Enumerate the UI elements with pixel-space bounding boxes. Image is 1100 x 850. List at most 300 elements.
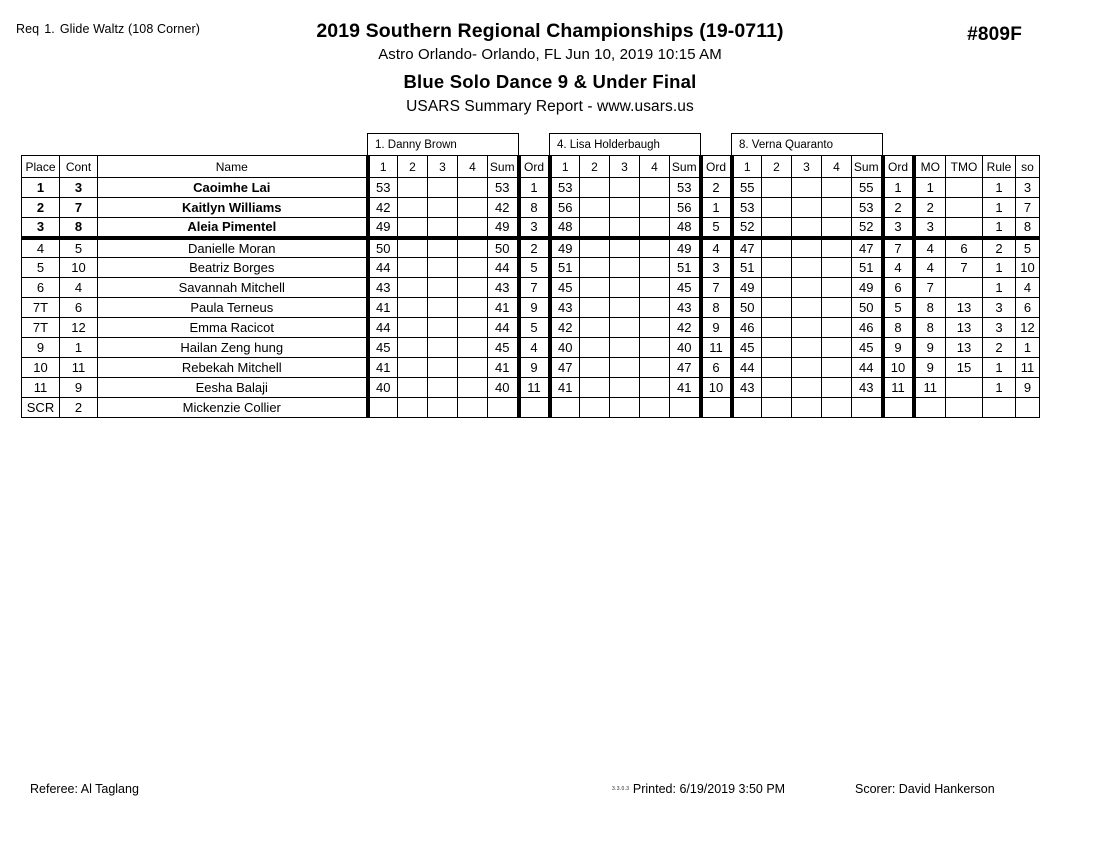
- row-1-j2-ord: 2: [701, 178, 732, 198]
- row-1-j2-score-1: 53: [550, 178, 580, 198]
- report-source: USARS Summary Report - www.usars.us: [406, 98, 694, 116]
- row-1-j1-score-1: 53: [368, 178, 398, 198]
- row-6-j2-sum: 45: [670, 278, 701, 298]
- header-j3-score-1: 1: [732, 156, 762, 178]
- row-11-j1-ord: 11: [519, 378, 550, 398]
- header-j1-score-3: 3: [428, 156, 458, 178]
- row-11-j3-ord: 11: [883, 378, 914, 398]
- header-j1-score-4: 4: [458, 156, 488, 178]
- printed-timestamp: 6/19/2019 3:50 PM: [679, 782, 786, 796]
- printed-block: [612, 782, 785, 796]
- row-2-name: Kaitlyn Williams: [98, 198, 368, 218]
- row-10-j3-score-2: [762, 358, 792, 378]
- scorer-block: [855, 782, 995, 796]
- row-6-j2-ord: 7: [701, 278, 732, 298]
- row-1-place: 1: [22, 178, 60, 198]
- row-2-j3-score-3: [792, 198, 822, 218]
- row-5-j2-score-4: [640, 258, 670, 278]
- row-12-j1-ord: [519, 398, 550, 418]
- row-12-j1-sum: [488, 398, 519, 418]
- row-7-j1-score-1: 41: [368, 298, 398, 318]
- row-9-j1-score-4: [458, 338, 488, 358]
- row-8-j2-sum: 42: [670, 318, 701, 338]
- judge-band-gap-3: [883, 134, 914, 156]
- row-5-j3-score-1: 51: [732, 258, 762, 278]
- row-6-j2-score-4: [640, 278, 670, 298]
- row-3-j1-score-1: 49: [368, 218, 398, 238]
- judge-band-tail: [914, 134, 1040, 156]
- row-9-j3-score-4: [822, 338, 852, 358]
- row-3-j3-sum: 52: [852, 218, 883, 238]
- row-1-rule: 1: [983, 178, 1016, 198]
- page-title: 2019 Southern Regional Championships (19-0711): [316, 20, 784, 42]
- row-11-cont: 9: [60, 378, 98, 398]
- table-row: [22, 278, 1040, 298]
- row-5-place: 5: [22, 258, 60, 278]
- row-10-tmo: 15: [946, 358, 983, 378]
- row-6-j2-score-1: 45: [550, 278, 580, 298]
- requirement-name: Glide Waltz (108 Corner): [59, 22, 201, 36]
- row-7-j2-sum: 43: [670, 298, 701, 318]
- row-2-j1-score-3: [428, 198, 458, 218]
- row-3-j3-ord: 3: [883, 218, 914, 238]
- row-10-j1-sum: 41: [488, 358, 519, 378]
- row-5-j2-score-1: 51: [550, 258, 580, 278]
- row-10-name: Rebekah Mitchell: [98, 358, 368, 378]
- row-5-j2-score-3: [610, 258, 640, 278]
- row-5-j1-ord: 5: [519, 258, 550, 278]
- row-2-j1-score-4: [458, 198, 488, 218]
- row-5-j3-score-4: [822, 258, 852, 278]
- row-2-j3-score-2: [762, 198, 792, 218]
- row-3-j2-sum: 48: [670, 218, 701, 238]
- row-12-j3-score-1: [732, 398, 762, 418]
- row-7-j3-score-3: [792, 298, 822, 318]
- row-3-j2-ord: 5: [701, 218, 732, 238]
- row-2-rule: 1: [983, 198, 1016, 218]
- row-9-j2-ord: 11: [701, 338, 732, 358]
- row-5-j3-sum: 51: [852, 258, 883, 278]
- row-2-j3-score-4: [822, 198, 852, 218]
- scorer-label: Scorer:: [855, 782, 896, 796]
- row-4-j2-ord: 4: [701, 238, 732, 258]
- header-name: Name: [98, 156, 368, 178]
- row-8-j3-score-2: [762, 318, 792, 338]
- judge-band-row: [22, 134, 1040, 156]
- row-5-cont: 10: [60, 258, 98, 278]
- row-4-j1-sum: 50: [488, 238, 519, 258]
- row-11-j3-score-2: [762, 378, 792, 398]
- judge-band-gap-1: [519, 134, 550, 156]
- header-j3-score-4: 4: [822, 156, 852, 178]
- row-8-tmo: 13: [946, 318, 983, 338]
- row-8-j2-score-1: 42: [550, 318, 580, 338]
- row-6-j3-score-2: [762, 278, 792, 298]
- header-j1-score-2: 2: [398, 156, 428, 178]
- row-10-j1-ord: 9: [519, 358, 550, 378]
- row-2-j2-score-1: 56: [550, 198, 580, 218]
- row-10-cont: 11: [60, 358, 98, 378]
- row-9-j2-score-1: 40: [550, 338, 580, 358]
- table-row: [22, 318, 1040, 338]
- row-5-j3-score-2: [762, 258, 792, 278]
- row-6-j1-score-1: 43: [368, 278, 398, 298]
- row-7-place: 7T: [22, 298, 60, 318]
- row-5-j3-ord: 4: [883, 258, 914, 278]
- row-1-name: Caoimhe Lai: [98, 178, 368, 198]
- row-8-j1-ord: 5: [519, 318, 550, 338]
- row-6-j3-score-3: [792, 278, 822, 298]
- row-1-tmo: [946, 178, 983, 198]
- row-9-j3-score-3: [792, 338, 822, 358]
- row-9-so: 1: [1016, 338, 1040, 358]
- row-6-cont: 4: [60, 278, 98, 298]
- row-10-j1-score-1: 41: [368, 358, 398, 378]
- row-4-j1-score-2: [398, 238, 428, 258]
- row-7-j3-score-1: 50: [732, 298, 762, 318]
- row-6-j3-sum: 49: [852, 278, 883, 298]
- row-11-place: 11: [22, 378, 60, 398]
- row-9-j1-sum: 45: [488, 338, 519, 358]
- row-6-j3-score-4: [822, 278, 852, 298]
- row-1-j3-score-2: [762, 178, 792, 198]
- row-7-j2-score-1: 43: [550, 298, 580, 318]
- row-4-j3-score-2: [762, 238, 792, 258]
- row-10-j2-score-1: 47: [550, 358, 580, 378]
- row-8-j3-score-3: [792, 318, 822, 338]
- row-11-j1-score-2: [398, 378, 428, 398]
- row-1-j1-score-2: [398, 178, 428, 198]
- row-3-j1-ord: 3: [519, 218, 550, 238]
- row-6-j1-score-3: [428, 278, 458, 298]
- row-11-j2-score-3: [610, 378, 640, 398]
- referee-label: Referee:: [30, 782, 78, 796]
- row-8-j2-score-2: [580, 318, 610, 338]
- row-7-j1-sum: 41: [488, 298, 519, 318]
- row-4-so: 5: [1016, 238, 1040, 258]
- version-stamp: 3.3.0.3: [612, 786, 630, 792]
- row-1-j3-score-4: [822, 178, 852, 198]
- row-5-j2-score-2: [580, 258, 610, 278]
- row-3-j1-sum: 49: [488, 218, 519, 238]
- row-5-tmo: 7: [946, 258, 983, 278]
- table-row: [22, 378, 1040, 398]
- row-6-place: 6: [22, 278, 60, 298]
- row-9-rule: 2: [983, 338, 1016, 358]
- row-2-j2-score-2: [580, 198, 610, 218]
- row-8-place: 7T: [22, 318, 60, 338]
- row-1-j3-score-3: [792, 178, 822, 198]
- header-j2-score-1: 1: [550, 156, 580, 178]
- row-5-j1-score-4: [458, 258, 488, 278]
- row-4-j3-ord: 7: [883, 238, 914, 258]
- row-5-j2-sum: 51: [670, 258, 701, 278]
- row-6-so: 4: [1016, 278, 1040, 298]
- row-4-j2-score-3: [610, 238, 640, 258]
- header-j3-sum: Sum: [852, 156, 883, 178]
- row-8-j3-ord: 8: [883, 318, 914, 338]
- row-7-rule: 3: [983, 298, 1016, 318]
- row-4-j3-sum: 47: [852, 238, 883, 258]
- row-4-cont: 5: [60, 238, 98, 258]
- row-2-j2-sum: 56: [670, 198, 701, 218]
- row-2-so: 7: [1016, 198, 1040, 218]
- row-3-j2-score-1: 48: [550, 218, 580, 238]
- row-5-rule: 1: [983, 258, 1016, 278]
- row-1-j1-ord: 1: [519, 178, 550, 198]
- row-12-j2-score-2: [580, 398, 610, 418]
- row-4-j1-score-3: [428, 238, 458, 258]
- judge-name-1: 1. Danny Brown: [368, 134, 519, 156]
- header-j1-ord: Ord: [519, 156, 550, 178]
- row-11-j2-score-4: [640, 378, 670, 398]
- row-1-j3-sum: 55: [852, 178, 883, 198]
- row-12-place: SCR: [22, 398, 60, 418]
- header-place: Place: [22, 156, 60, 178]
- row-1-j2-sum: 53: [670, 178, 701, 198]
- row-10-j2-sum: 47: [670, 358, 701, 378]
- row-11-j2-score-2: [580, 378, 610, 398]
- row-9-j1-score-2: [398, 338, 428, 358]
- row-10-j3-ord: 10: [883, 358, 914, 378]
- row-3-j1-score-3: [428, 218, 458, 238]
- row-7-j1-ord: 9: [519, 298, 550, 318]
- row-4-name: Danielle Moran: [98, 238, 368, 258]
- table-row: [22, 178, 1040, 198]
- row-7-j2-score-3: [610, 298, 640, 318]
- row-9-j2-score-2: [580, 338, 610, 358]
- table-row: [22, 338, 1040, 358]
- row-6-tmo: [946, 278, 983, 298]
- row-11-j2-ord: 10: [701, 378, 732, 398]
- row-8-j1-sum: 44: [488, 318, 519, 338]
- row-5-j1-score-1: 44: [368, 258, 398, 278]
- row-7-j3-score-2: [762, 298, 792, 318]
- table-row: [22, 218, 1040, 238]
- row-9-j1-score-3: [428, 338, 458, 358]
- row-4-tmo: 6: [946, 238, 983, 258]
- row-12-j2-score-1: [550, 398, 580, 418]
- row-12-j2-ord: [701, 398, 732, 418]
- row-9-j1-score-1: 45: [368, 338, 398, 358]
- row-10-j2-score-3: [610, 358, 640, 378]
- row-2-j2-score-4: [640, 198, 670, 218]
- row-6-j2-score-3: [610, 278, 640, 298]
- row-6-j3-score-1: 49: [732, 278, 762, 298]
- table-row: [22, 238, 1040, 258]
- row-8-j2-score-3: [610, 318, 640, 338]
- row-4-j1-ord: 2: [519, 238, 550, 258]
- row-7-j3-sum: 50: [852, 298, 883, 318]
- row-6-j1-sum: 43: [488, 278, 519, 298]
- printed-label: Printed:: [632, 782, 676, 796]
- row-10-so: 11: [1016, 358, 1040, 378]
- row-10-j3-sum: 44: [852, 358, 883, 378]
- row-9-name: Hailan Zeng hung: [98, 338, 368, 358]
- row-12-j1-score-2: [398, 398, 428, 418]
- row-7-j3-ord: 5: [883, 298, 914, 318]
- header-j2-sum: Sum: [670, 156, 701, 178]
- row-1-j1-score-4: [458, 178, 488, 198]
- row-11-mo: 11: [914, 378, 946, 398]
- row-9-j2-score-3: [610, 338, 640, 358]
- row-2-j1-ord: 8: [519, 198, 550, 218]
- row-9-j3-ord: 9: [883, 338, 914, 358]
- header-cont: Cont: [60, 156, 98, 178]
- row-11-j2-score-1: 41: [550, 378, 580, 398]
- row-12-j1-score-4: [458, 398, 488, 418]
- row-7-cont: 6: [60, 298, 98, 318]
- row-8-so: 12: [1016, 318, 1040, 338]
- row-12-j3-score-3: [792, 398, 822, 418]
- row-12-j3-score-2: [762, 398, 792, 418]
- row-8-j3-sum: 46: [852, 318, 883, 338]
- row-4-j3-score-4: [822, 238, 852, 258]
- row-8-j1-score-3: [428, 318, 458, 338]
- row-4-rule: 2: [983, 238, 1016, 258]
- venue-datetime: Astro Orlando- Orlando, FL Jun 10, 2019 10:15 AM: [378, 46, 722, 64]
- row-1-so: 3: [1016, 178, 1040, 198]
- row-8-j1-score-2: [398, 318, 428, 338]
- row-3-j3-score-1: 52: [732, 218, 762, 238]
- row-9-mo: 9: [914, 338, 946, 358]
- row-2-place: 2: [22, 198, 60, 218]
- row-5-j2-ord: 3: [701, 258, 732, 278]
- row-4-j2-score-4: [640, 238, 670, 258]
- row-7-j1-score-4: [458, 298, 488, 318]
- row-1-mo: 1: [914, 178, 946, 198]
- row-2-tmo: [946, 198, 983, 218]
- row-6-j1-score-4: [458, 278, 488, 298]
- row-6-j2-score-2: [580, 278, 610, 298]
- row-5-j1-score-3: [428, 258, 458, 278]
- row-3-tmo: [946, 218, 983, 238]
- row-2-j1-score-2: [398, 198, 428, 218]
- row-11-so: 9: [1016, 378, 1040, 398]
- row-12-j2-score-3: [610, 398, 640, 418]
- row-4-place: 4: [22, 238, 60, 258]
- judge-band-gap-2: [701, 134, 732, 156]
- row-4-j1-score-1: 50: [368, 238, 398, 258]
- row-7-j2-score-2: [580, 298, 610, 318]
- header-j3-score-3: 3: [792, 156, 822, 178]
- row-9-j3-sum: 45: [852, 338, 883, 358]
- row-5-j1-score-2: [398, 258, 428, 278]
- row-7-j2-ord: 8: [701, 298, 732, 318]
- table-row: [22, 258, 1040, 278]
- header-j1-sum: Sum: [488, 156, 519, 178]
- row-2-cont: 7: [60, 198, 98, 218]
- page-footer: [0, 780, 1100, 804]
- row-6-j1-score-2: [398, 278, 428, 298]
- row-7-tmo: 13: [946, 298, 983, 318]
- row-1-j2-score-2: [580, 178, 610, 198]
- row-3-place: 3: [22, 218, 60, 238]
- header-rule: Rule: [983, 156, 1016, 178]
- requirement-label: Req: [16, 22, 40, 36]
- row-8-j1-score-4: [458, 318, 488, 338]
- row-3-cont: 8: [60, 218, 98, 238]
- row-9-cont: 1: [60, 338, 98, 358]
- row-9-place: 9: [22, 338, 60, 358]
- row-12-name: Mickenzie Collier: [98, 398, 368, 418]
- row-7-j1-score-2: [398, 298, 428, 318]
- row-9-j1-ord: 4: [519, 338, 550, 358]
- row-8-rule: 3: [983, 318, 1016, 338]
- row-6-j3-ord: 6: [883, 278, 914, 298]
- row-6-mo: 7: [914, 278, 946, 298]
- row-9-tmo: 13: [946, 338, 983, 358]
- row-11-j3-score-3: [792, 378, 822, 398]
- row-11-j1-score-3: [428, 378, 458, 398]
- row-5-name: Beatriz Borges: [98, 258, 368, 278]
- row-1-j2-score-3: [610, 178, 640, 198]
- row-8-j3-score-1: 46: [732, 318, 762, 338]
- row-7-name: Paula Terneus: [98, 298, 368, 318]
- row-8-cont: 12: [60, 318, 98, 338]
- row-12-j2-score-4: [640, 398, 670, 418]
- row-9-j3-score-1: 45: [732, 338, 762, 358]
- row-7-j2-score-4: [640, 298, 670, 318]
- row-12-mo: [914, 398, 946, 418]
- table-row: [22, 358, 1040, 378]
- header-j2-score-2: 2: [580, 156, 610, 178]
- row-2-j3-score-1: 53: [732, 198, 762, 218]
- requirement-number: 1.: [44, 22, 55, 36]
- row-12-tmo: [946, 398, 983, 418]
- row-10-j1-score-4: [458, 358, 488, 378]
- header-j1-score-1: 1: [368, 156, 398, 178]
- row-11-j3-score-1: 43: [732, 378, 762, 398]
- column-header-row: [22, 156, 1040, 178]
- judge-name-3: 8. Verna Quaranto: [732, 134, 883, 156]
- row-5-j3-score-3: [792, 258, 822, 278]
- event-code: #809F: [967, 24, 1022, 45]
- row-10-j1-score-3: [428, 358, 458, 378]
- row-2-j2-ord: 1: [701, 198, 732, 218]
- row-1-j1-score-3: [428, 178, 458, 198]
- row-4-j3-score-1: 47: [732, 238, 762, 258]
- row-4-j2-sum: 49: [670, 238, 701, 258]
- row-3-j2-score-2: [580, 218, 610, 238]
- row-1-j3-ord: 1: [883, 178, 914, 198]
- table-row: [22, 198, 1040, 218]
- results-sheet: [21, 133, 1040, 418]
- row-7-so: 6: [1016, 298, 1040, 318]
- row-11-rule: 1: [983, 378, 1016, 398]
- row-10-j2-score-2: [580, 358, 610, 378]
- row-2-j3-ord: 2: [883, 198, 914, 218]
- row-10-rule: 1: [983, 358, 1016, 378]
- header-j2-ord: Ord: [701, 156, 732, 178]
- row-8-j2-ord: 9: [701, 318, 732, 338]
- row-3-name: Aleia Pimentel: [98, 218, 368, 238]
- row-6-j1-ord: 7: [519, 278, 550, 298]
- row-2-j1-sum: 42: [488, 198, 519, 218]
- row-7-j1-score-3: [428, 298, 458, 318]
- row-1-j2-score-4: [640, 178, 670, 198]
- row-4-j1-score-4: [458, 238, 488, 258]
- row-4-j3-score-3: [792, 238, 822, 258]
- row-12-cont: 2: [60, 398, 98, 418]
- scorer-name: David Hankerson: [898, 782, 995, 796]
- row-4-j2-score-2: [580, 238, 610, 258]
- row-3-j2-score-4: [640, 218, 670, 238]
- row-4-j2-score-1: 49: [550, 238, 580, 258]
- header-tmo: TMO: [946, 156, 983, 178]
- row-10-j3-score-1: 44: [732, 358, 762, 378]
- row-7-j3-score-4: [822, 298, 852, 318]
